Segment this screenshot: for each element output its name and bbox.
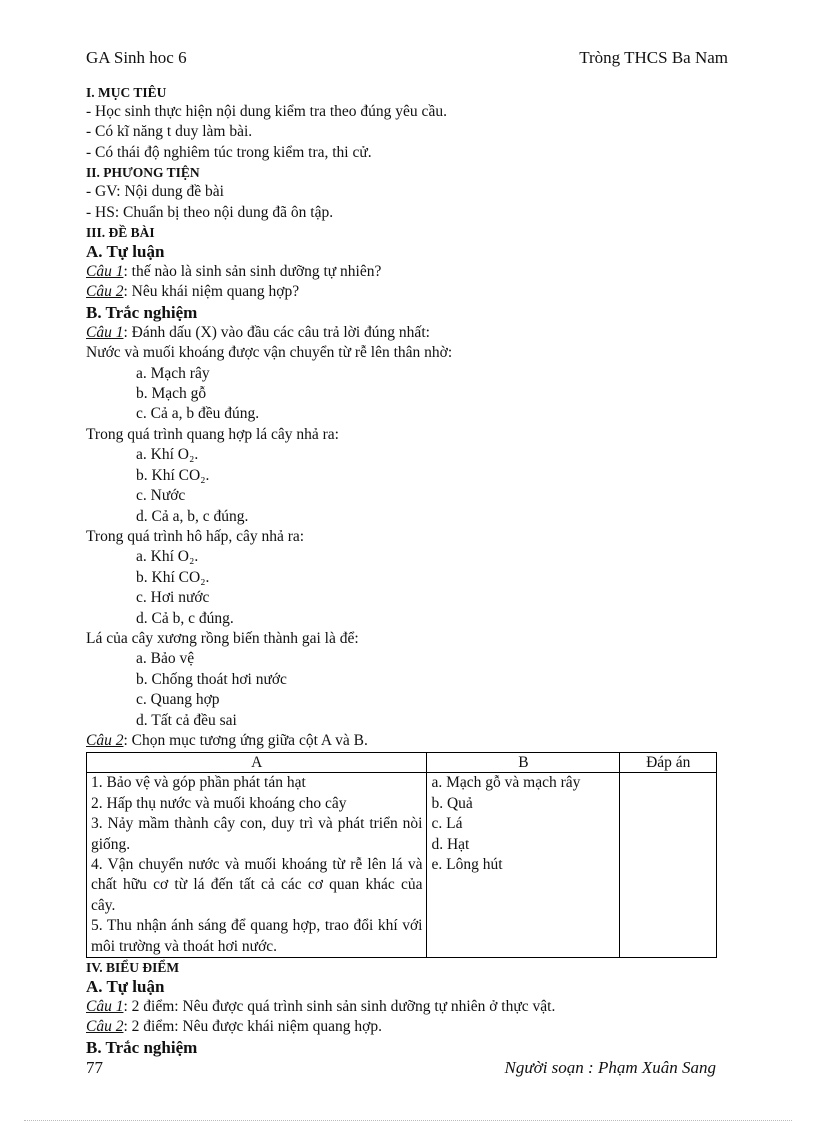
author-credit: Người soạn : Phạm Xuân Sang [504,1058,716,1077]
mc-option: a. Mạch rây [136,364,210,382]
page-number: 77 [86,1058,103,1077]
means-item: - GV: Nội dung đề bài [86,183,224,201]
section-means-title: II. PHƯONG TIỆN [86,165,200,181]
means-item: - HS: Chuẩn bị theo nội dung đã ôn tập. [86,203,334,221]
mc-stem-4: Lá của cây xương rồng biến thành gai là để: [86,629,359,647]
mc-stem-1: Nước và muối khoáng được vận chuyển từ rễ lên thân nhờ: [86,344,453,362]
question-text: : 2 điểm: Nêu được quá trình sinh sản sinh dưỡng tự nhiên ở thực vật. [123,998,556,1016]
mc-option: b. Khí CO₂. [136,466,210,484]
section-exam-title: III. ĐỀ BÀI [86,225,155,241]
table-header-row [87,753,717,773]
page-footer [86,1058,716,1080]
page-header [86,48,728,70]
question-label: Câu 2 [86,283,124,301]
page-bottom-divider [24,1120,792,1121]
question-text: : 2 điểm: Nêu được khái niệm quang hợp. [123,1018,383,1036]
multiple-choice-title: B. Trắc nghiệm [86,302,198,322]
header-school: Tròng THCS Ba Nam [579,48,728,67]
essay-question-1 [86,262,746,282]
question-label: Câu 1 [86,323,124,341]
objective-item: - Có thái độ nghiêm túc trong kiểm tra, thi cử. [86,143,372,161]
page-content [86,83,746,1058]
matching-instruction [86,731,746,751]
scoring-question-1 [86,997,746,1017]
answer-cell [620,773,717,958]
question-label: Câu 2 [86,1018,124,1036]
mc-option: c. Quang hợp [136,691,220,709]
section-objectives-title: I. MỤC TIÊU [86,85,167,100]
mc-option: c. Nước [136,487,186,505]
mc-option: a. Khí O₂. [136,548,199,566]
question-text: : Nêu khái niệm quang hợp? [123,283,300,301]
question-label: Câu 1 [86,263,124,281]
scoring-essay-title: A. Tự luận [86,977,165,997]
column-a-items: 1. Bảo vệ và góp phần phát tán hạt 2. Hấp thụ nước và muối khoáng cho cây 3. Nảy mầm thành cây con, duy trì và phát triển nòi giống. 4. Vận chuyển nước và muối khoáng từ rễ lên lá và chất hữu cơ từ lá đến tất cả các cơ quan khác của cây. 5. Thu nhận ánh sáng để quang hợp, trao đổi khí với môi trường và thoát hơi nước. [87,773,427,958]
mc-option: b. Chống thoát hơi nước [136,670,287,688]
mc-option: a. Bảo vệ [136,650,195,668]
column-b-header: B [427,753,620,773]
column-a-header: A [87,753,427,773]
scoring-mc-title: B. Trắc nghiệm [86,1037,198,1057]
mc-option: c. Cả a, b đều đúng. [136,405,260,423]
essay-part-title: A. Tự luận [86,242,165,262]
question-text: : thế nào là sinh sản sinh dưỡng tự nhiên? [123,263,382,281]
question-label: Câu 1 [86,998,124,1016]
section-scoring-title: IV. BIỂU ĐIỂM [86,960,180,976]
mc-option: c. Hơi nước [136,589,210,607]
column-b-items: a. Mạch gỗ và mạch rây b. Quả c. Lá d. Hạt e. Lông hút [427,773,620,958]
mc-stem-2: Trong quá trình quang hợp lá cây nhả ra: [86,425,339,443]
question-text: : Chọn mục tương ứng giữa cột A và B. [123,731,368,749]
question-label: Câu 2 [86,731,124,749]
mc-instruction [86,323,746,343]
mc-option: d. Tất cả đều sai [136,711,237,729]
matching-table [86,752,717,958]
answer-column-header: Đáp án [620,753,717,773]
mc-option: d. Cả a, b, c đúng. [136,507,249,525]
question-text: : Đánh dấu (X) vào đầu các câu trả lời đúng nhất: [123,323,430,341]
essay-question-2 [86,282,746,302]
mc-option: d. Cả b, c đúng. [136,609,234,627]
objective-item: - Học sinh thực hiện nội dung kiểm tra theo đúng yêu cầu. [86,103,447,120]
mc-option: b. Khí CO₂. [136,568,210,586]
scoring-question-2 [86,1017,746,1037]
mc-option: b. Mạch gỗ [136,385,207,403]
table-row [87,773,717,958]
header-course: GA Sinh hoc 6 [86,48,187,67]
mc-option: a. Khí O₂. [136,446,199,464]
mc-stem-3: Trong quá trình hô hấp, cây nhả ra: [86,527,305,545]
objective-item: - Có kĩ năng t duy làm bài. [86,123,253,141]
